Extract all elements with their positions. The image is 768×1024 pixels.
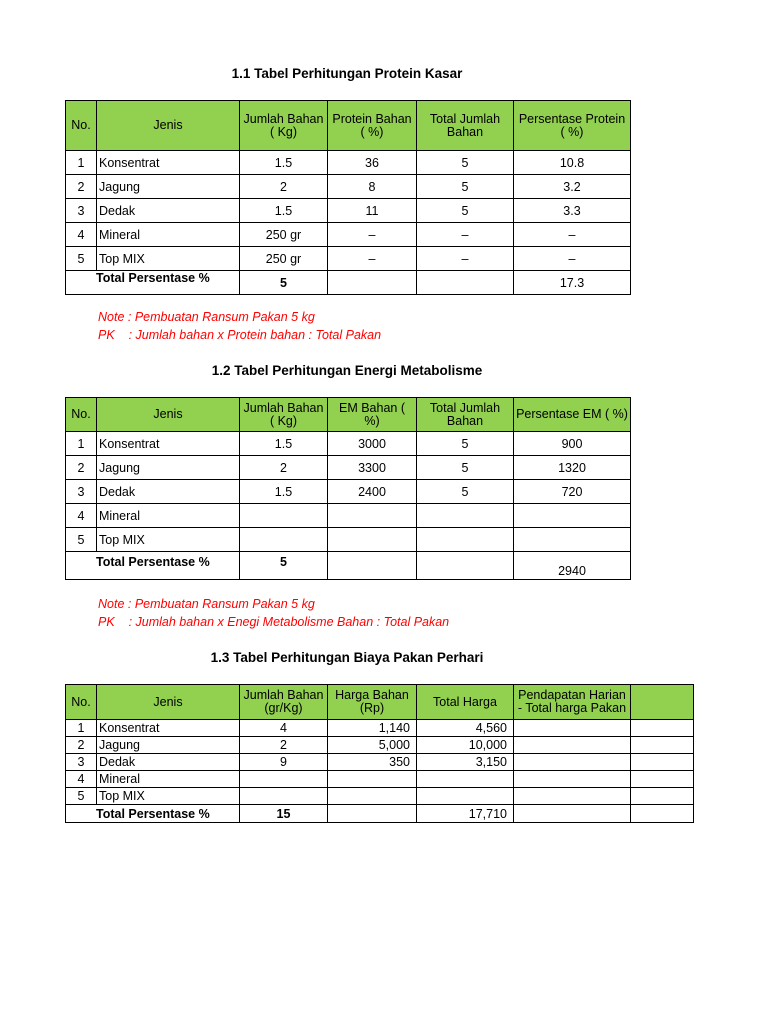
- total-result: 2940: [514, 552, 631, 580]
- cell-no: 5: [66, 788, 97, 805]
- header-harga-bahan: Harga Bahan (Rp): [328, 685, 417, 720]
- table-row: [66, 247, 631, 271]
- cell-total: [417, 504, 514, 528]
- cell-em: [328, 528, 417, 552]
- cell-jenis: Dedak: [97, 199, 240, 223]
- cell-protein: –: [328, 223, 417, 247]
- cell-jumlah: [240, 528, 328, 552]
- note-formula: PK : Jumlah bahan x Enegi Metabolisme Bahan : Total Pakan: [98, 615, 450, 629]
- cell-pendapatan: [514, 720, 631, 737]
- cell-extra: [631, 771, 694, 788]
- cell-jenis: Konsentrat: [97, 432, 240, 456]
- total-qty: 5: [240, 552, 328, 580]
- cell-em: [328, 504, 417, 528]
- note-ransum: Note : Pembuatan Ransum Pakan 5 kg: [98, 597, 315, 611]
- header-protein-bahan: Protein Bahan ( %): [328, 101, 417, 151]
- table-header-row: [66, 685, 694, 720]
- cell-jumlah: 2: [240, 175, 328, 199]
- table-row: [66, 720, 694, 737]
- cell-extra: [631, 788, 694, 805]
- cell-jenis: Mineral: [97, 771, 240, 788]
- table-row: [66, 223, 631, 247]
- cell-jenis: Dedak: [97, 754, 240, 771]
- cell-jenis: Konsentrat: [97, 151, 240, 175]
- cell-persentase: [514, 504, 631, 528]
- total-result: 17.3: [514, 271, 631, 295]
- cell-jenis: Top MIX: [97, 528, 240, 552]
- total-empty-cell: [328, 552, 417, 580]
- table-row: [66, 754, 694, 771]
- header-total-harga: Total Harga: [417, 685, 514, 720]
- note-formula: PK : Jumlah bahan x Protein bahan : Total Pakan: [98, 328, 382, 342]
- cell-persentase: [514, 528, 631, 552]
- total-label: Total Persentase %: [66, 552, 240, 580]
- cell-harga: 350: [328, 754, 417, 771]
- cell-no: 5: [66, 528, 97, 552]
- header-jenis: Jenis: [97, 685, 240, 720]
- cell-pendapatan: [514, 754, 631, 771]
- cell-jenis: Dedak: [97, 480, 240, 504]
- cell-pendapatan: [514, 771, 631, 788]
- header-jenis: Jenis: [97, 398, 240, 432]
- cell-pendapatan: [514, 737, 631, 754]
- cell-jumlah: 250 gr: [240, 247, 328, 271]
- cell-total-harga: 10,000: [417, 737, 514, 754]
- cell-persentase: –: [514, 247, 631, 271]
- cell-harga: [328, 771, 417, 788]
- cell-no: 2: [66, 737, 97, 754]
- cell-persentase: 3.2: [514, 175, 631, 199]
- cell-no: 5: [66, 247, 97, 271]
- header-pendapatan-harian: Pendapatan Harian - Total harga Pakan: [514, 685, 631, 720]
- total-label: Total Persentase %: [66, 271, 240, 295]
- cell-jenis: Konsentrat: [97, 720, 240, 737]
- cell-no: 4: [66, 771, 97, 788]
- table-row: [66, 771, 694, 788]
- total-row: [66, 805, 694, 823]
- header-persentase-protein: Persentase Protein ( %): [514, 101, 631, 151]
- cell-no: 3: [66, 754, 97, 771]
- table-header-row: [66, 101, 631, 151]
- protein-table: [65, 100, 631, 295]
- cell-persentase: 900: [514, 432, 631, 456]
- table-row: [66, 504, 631, 528]
- total-qty: 15: [240, 805, 328, 823]
- table-row: [66, 175, 631, 199]
- header-total-jumlah-bahan: Total Jumlah Bahan: [417, 398, 514, 432]
- cell-no: 1: [66, 151, 97, 175]
- total-empty-cell: [417, 552, 514, 580]
- cell-total-harga: 3,150: [417, 754, 514, 771]
- cell-jenis: Top MIX: [97, 788, 240, 805]
- cell-jumlah: 4: [240, 720, 328, 737]
- cell-harga: 1,140: [328, 720, 417, 737]
- cell-jenis: Jagung: [97, 456, 240, 480]
- note-ransum: Note : Pembuatan Ransum Pakan 5 kg: [98, 310, 315, 324]
- total-empty-cell: [417, 271, 514, 295]
- energy-table: [65, 397, 631, 580]
- cell-extra: [631, 737, 694, 754]
- header-no: No.: [66, 398, 97, 432]
- cell-total: –: [417, 223, 514, 247]
- cell-jumlah: [240, 771, 328, 788]
- table-header-row: [66, 398, 631, 432]
- total-empty-cell: [328, 271, 417, 295]
- total-row: [66, 552, 631, 580]
- header-total-jumlah-bahan: Total Jumlah Bahan: [417, 101, 514, 151]
- cell-jumlah: [240, 504, 328, 528]
- table3-title: 1.3 Tabel Perhitungan Biaya Pakan Perhari: [210, 650, 484, 665]
- table-row: [66, 528, 631, 552]
- cell-em: 3000: [328, 432, 417, 456]
- cell-jenis: Top MIX: [97, 247, 240, 271]
- table2-title: 1.2 Tabel Perhitungan Energi Metabolisme: [211, 363, 483, 378]
- cell-no: 3: [66, 480, 97, 504]
- cell-total-harga: 4,560: [417, 720, 514, 737]
- total-empty-cell: [514, 805, 631, 823]
- cell-jumlah: 2: [240, 456, 328, 480]
- cell-em: 3300: [328, 456, 417, 480]
- cell-extra: [631, 754, 694, 771]
- cell-total: 5: [417, 199, 514, 223]
- total-qty: 5: [240, 271, 328, 295]
- cell-persentase: 3.3: [514, 199, 631, 223]
- cell-no: 1: [66, 432, 97, 456]
- cell-harga: 5,000: [328, 737, 417, 754]
- cell-jenis: Jagung: [97, 175, 240, 199]
- cell-jumlah: 250 gr: [240, 223, 328, 247]
- total-result: 17,710: [417, 805, 514, 823]
- cell-protein: 11: [328, 199, 417, 223]
- cell-total: –: [417, 247, 514, 271]
- table-row: [66, 480, 631, 504]
- cell-persentase: –: [514, 223, 631, 247]
- cell-no: 2: [66, 456, 97, 480]
- table-row: [66, 432, 631, 456]
- cell-total: 5: [417, 175, 514, 199]
- cell-total-harga: [417, 788, 514, 805]
- cell-jenis: Mineral: [97, 223, 240, 247]
- cell-protein: –: [328, 247, 417, 271]
- cell-jenis: Mineral: [97, 504, 240, 528]
- header-empty: [631, 685, 694, 720]
- total-row: [66, 271, 631, 295]
- cell-no: 2: [66, 175, 97, 199]
- total-label: Total Persentase %: [66, 805, 240, 823]
- cell-harga: [328, 788, 417, 805]
- cell-jumlah: 9: [240, 754, 328, 771]
- cell-no: 3: [66, 199, 97, 223]
- header-jumlah-bahan: Jumlah Bahan (gr/Kg): [240, 685, 328, 720]
- cell-total: 5: [417, 480, 514, 504]
- cell-no: 4: [66, 504, 97, 528]
- cell-pendapatan: [514, 788, 631, 805]
- cell-total-harga: [417, 771, 514, 788]
- cell-no: 1: [66, 720, 97, 737]
- header-persentase-em: Persentase EM ( %): [514, 398, 631, 432]
- table-row: [66, 199, 631, 223]
- cell-protein: 8: [328, 175, 417, 199]
- cell-jenis: Jagung: [97, 737, 240, 754]
- header-jenis: Jenis: [97, 101, 240, 151]
- cell-jumlah: 1.5: [240, 151, 328, 175]
- cell-em: 2400: [328, 480, 417, 504]
- table-row: [66, 788, 694, 805]
- table-row: [66, 737, 694, 754]
- table-row: [66, 456, 631, 480]
- cell-jumlah: 1.5: [240, 199, 328, 223]
- cell-jumlah: [240, 788, 328, 805]
- cell-total: [417, 528, 514, 552]
- cell-protein: 36: [328, 151, 417, 175]
- table-row: [66, 151, 631, 175]
- total-empty-cell: [328, 805, 417, 823]
- cell-persentase: 1320: [514, 456, 631, 480]
- header-no: No.: [66, 685, 97, 720]
- header-em-bahan: EM Bahan ( %): [328, 398, 417, 432]
- total-empty-cell: [631, 805, 694, 823]
- cell-extra: [631, 720, 694, 737]
- cell-jumlah: 1.5: [240, 480, 328, 504]
- cell-no: 4: [66, 223, 97, 247]
- cell-persentase: 720: [514, 480, 631, 504]
- header-no: No.: [66, 101, 97, 151]
- cell-jumlah: 2: [240, 737, 328, 754]
- table1-title: 1.1 Tabel Perhitungan Protein Kasar: [231, 66, 463, 81]
- cell-total: 5: [417, 151, 514, 175]
- cell-persentase: 10.8: [514, 151, 631, 175]
- cell-total: 5: [417, 456, 514, 480]
- cost-table: [65, 684, 694, 823]
- cell-jumlah: 1.5: [240, 432, 328, 456]
- header-jumlah-bahan: Jumlah Bahan ( Kg): [240, 398, 328, 432]
- cell-total: 5: [417, 432, 514, 456]
- header-jumlah-bahan: Jumlah Bahan ( Kg): [240, 101, 328, 151]
